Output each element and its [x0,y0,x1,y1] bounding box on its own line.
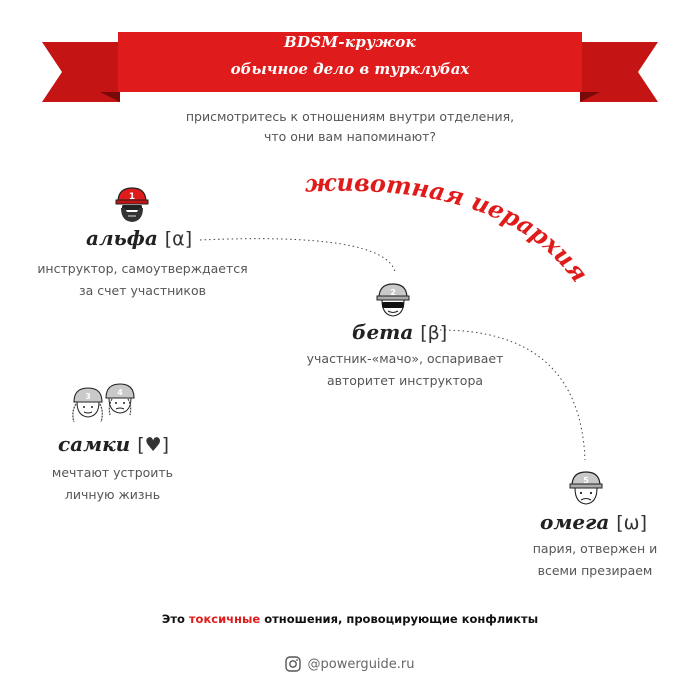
alpha-description: инструктор, самоутверждается за счет участников [37,261,248,298]
social-handle-text: @powerguide.ru [307,657,415,672]
intro-line-1: присмотритесь к отношениям внутри отделения, [185,109,515,124]
alpha-avatar-icon [113,178,151,224]
svg-text:1: 1 [128,192,136,202]
banner-title: BDSM-кружок [283,33,416,51]
females-avatar-icon [68,382,140,428]
toxic-highlight: токсичные [188,612,261,626]
intro-line-2: что они вам напоминают? [263,129,437,144]
svg-text:5: 5 [583,476,589,485]
females-name: самки [♥] [58,432,170,456]
omega-name: омега [ω] [540,510,648,534]
conclusion-text: Это токсичные отношения, провоцирующие конфликты [161,612,539,626]
alpha-name: альфа [α] [86,226,193,250]
banner-subtitle: обычное дело в турклубах [230,60,470,78]
omega-description: пария, отвержен и всеми презираем [532,541,658,578]
omega-avatar-icon [567,466,605,506]
beta-description: участник-«мачо», оспаривает авторитет инструктора [306,351,504,388]
svg-text:4: 4 [117,388,123,397]
instagram-icon [285,656,301,672]
arc-title: животная иерархия [304,167,595,288]
beta-avatar-icon [374,278,412,318]
social-handle[interactable] [0,656,700,672]
beta-name: бета [β] [352,320,448,344]
females-description: мечтают устроить личную жизнь [51,465,174,502]
svg-text:2: 2 [390,288,396,297]
svg-text:3: 3 [85,392,91,401]
